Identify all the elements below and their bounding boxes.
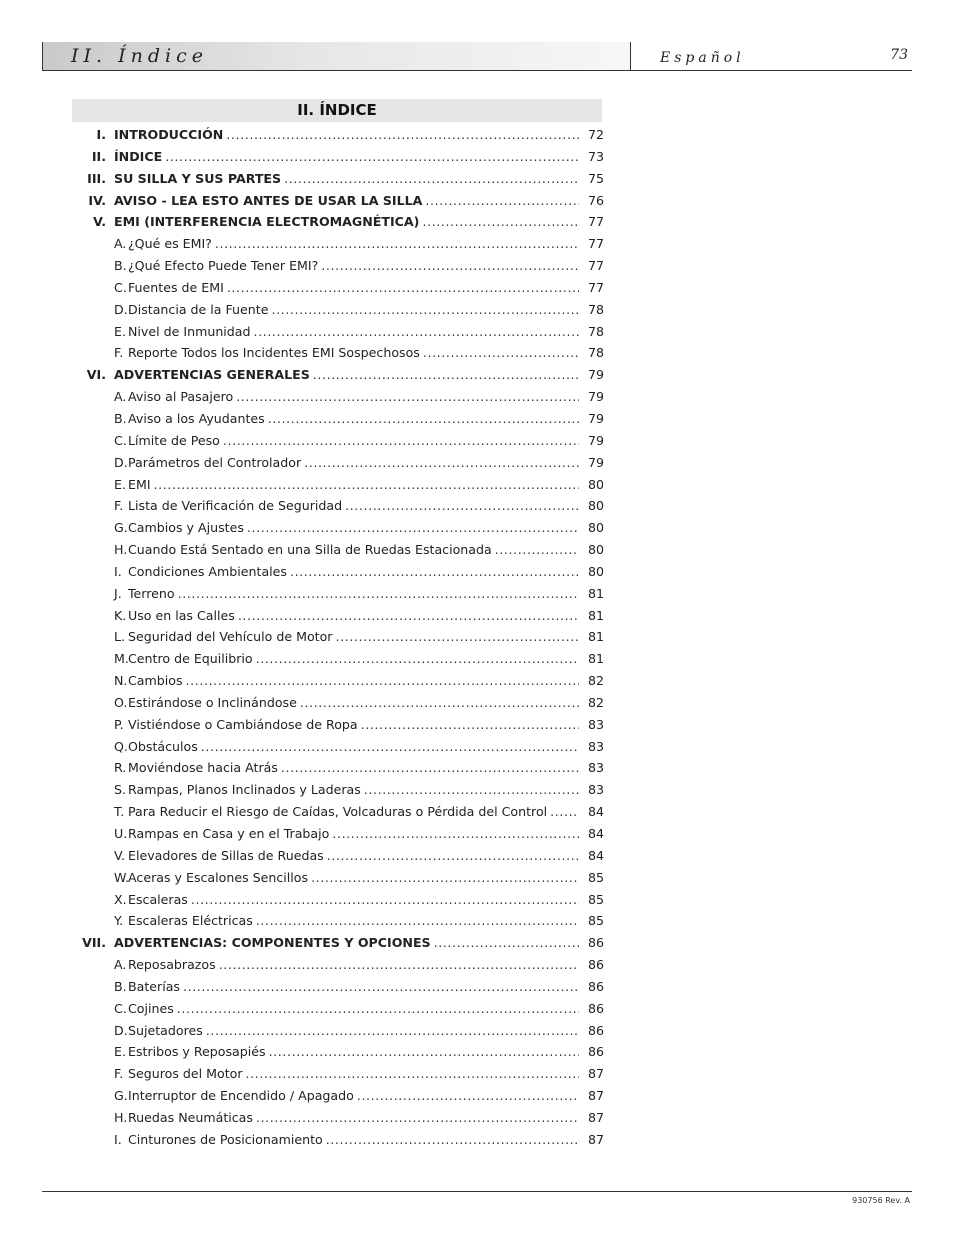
toc-entry-number: III.: [87, 170, 106, 186]
toc-entry-label: Seguridad del Vehículo de Motor: [128, 629, 333, 645]
toc-entry-number: I.: [96, 127, 106, 142]
toc-entry-letter: X.: [114, 891, 127, 907]
toc-entry-label: Seguros del Motor: [128, 1066, 243, 1082]
dot-leader: [256, 651, 579, 666]
toc-entry-label: Escaleras: [128, 891, 188, 907]
header-title: II. Índice: [71, 45, 208, 67]
dot-leader: [247, 520, 579, 535]
toc-entry-letter: Y.: [114, 913, 124, 929]
toc-entry-label: Uso en las Calles: [128, 607, 235, 623]
toc-entry-letter: B.: [114, 258, 127, 274]
toc-entry-letter: D.: [114, 454, 128, 470]
toc-entry-page: 77: [587, 214, 604, 230]
toc-entry-letter: D.: [114, 1022, 128, 1038]
toc-entry[interactable]: [72, 477, 604, 499]
header-language: Español: [660, 50, 745, 66]
dot-leader: [256, 1110, 579, 1125]
toc-entry[interactable]: [72, 1044, 604, 1066]
toc-entry-label: Cuando Está Sentado en una Silla de Ruedas Estacionada: [128, 542, 492, 558]
toc-entry[interactable]: [72, 1110, 604, 1132]
toc-entry-label: ADVERTENCIAS: COMPONENTES Y OPCIONES: [114, 935, 431, 951]
toc-entry-label: SU SILLA Y SUS PARTES: [114, 170, 282, 186]
toc-entry-letter: K.: [114, 607, 127, 623]
toc-entry-page: 83: [587, 716, 604, 732]
toc-entry-label: Parámetros del Controlador: [128, 454, 302, 470]
toc-entry-page: 84: [587, 847, 604, 863]
toc-entry-page: 86: [587, 978, 604, 994]
dot-leader: [361, 717, 579, 732]
dot-leader: [434, 935, 579, 950]
toc-entry-number: II.: [91, 148, 106, 164]
footer-rule: [42, 1191, 912, 1192]
document-code: 930756 Rev. A: [852, 1196, 910, 1205]
dot-leader: [423, 345, 579, 360]
toc-entry-letter: F.: [114, 1066, 124, 1082]
toc-entry[interactable]: [72, 739, 604, 761]
toc-entry-letter: A.: [114, 389, 127, 405]
dot-leader: [425, 193, 579, 208]
toc-entry[interactable]: [72, 782, 604, 804]
toc-entry-page: 82: [587, 673, 604, 689]
toc-entry[interactable]: [72, 433, 604, 455]
toc-entry[interactable]: [72, 760, 604, 782]
toc-entry-letter: I.: [114, 1131, 122, 1147]
toc-entry-label: Fuentes de EMI: [128, 279, 224, 295]
toc-entry-label: Moviéndose hacia Atrás: [128, 760, 278, 776]
toc-entry[interactable]: [72, 214, 604, 236]
toc-entry-page: 84: [587, 826, 604, 841]
toc-entry-label: Rampas en Casa y en el Trabajo: [128, 826, 330, 841]
toc-entry[interactable]: [72, 520, 604, 542]
dot-leader: [154, 477, 579, 492]
toc-entry-page: 78: [587, 323, 604, 339]
dot-leader: [227, 280, 579, 295]
toc-entry-page: 76: [587, 192, 604, 208]
dot-leader: [364, 782, 579, 797]
toc-entry-page: 86: [587, 1000, 604, 1016]
dot-leader: [165, 149, 579, 164]
toc-entry[interactable]: [72, 957, 604, 979]
toc-entry[interactable]: [72, 695, 604, 717]
toc-entry-page: 72: [587, 127, 604, 142]
toc-entry-page: 77: [587, 279, 604, 295]
toc-entry-page: 81: [587, 607, 604, 623]
toc-entry-page: 81: [587, 585, 604, 601]
toc-entry[interactable]: [72, 127, 604, 149]
dot-leader: [256, 913, 579, 928]
toc-entry[interactable]: [72, 367, 604, 389]
dot-leader: [254, 324, 579, 339]
dot-leader: [246, 1066, 579, 1081]
toc-entry[interactable]: [72, 564, 604, 586]
dot-leader: [550, 804, 579, 819]
toc-entry[interactable]: [72, 826, 604, 848]
toc-entry-label: EMI (INTERFERENCIA ELECTROMAGNÉTICA): [114, 214, 420, 230]
toc-entry-label: Distancia de la Fuente: [128, 301, 269, 317]
toc-entry-page: 77: [587, 236, 604, 252]
toc-entry-label: Interruptor de Encendido / Apagado: [128, 1088, 354, 1104]
dot-leader: [304, 455, 579, 470]
section-heading-bar: [72, 99, 602, 122]
header-title-bar: [42, 42, 631, 71]
toc-entry[interactable]: [72, 935, 604, 957]
toc-entry[interactable]: [72, 1088, 604, 1110]
toc-entry-letter: F.: [114, 498, 124, 514]
toc-entry-page: 73: [587, 148, 604, 164]
toc-entry-label: Reposabrazos: [128, 957, 216, 973]
toc-entry-page: 85: [587, 891, 604, 907]
toc-entry-letter: C.: [114, 1000, 127, 1016]
toc-entry-label: Lista de Verificación de Seguridad: [128, 498, 343, 514]
toc-entry-letter: S.: [114, 782, 126, 798]
dot-leader: [236, 389, 579, 404]
toc-entry[interactable]: [72, 258, 604, 280]
toc-entry-label: Terreno: [128, 585, 175, 601]
toc-entry-letter: H.: [114, 542, 128, 558]
toc-entry-label: Condiciones Ambientales: [128, 563, 287, 579]
dot-leader: [326, 1132, 579, 1147]
dot-leader: [183, 979, 579, 994]
dot-leader: [313, 367, 579, 382]
toc-entry[interactable]: [72, 345, 604, 367]
toc-entry[interactable]: [72, 892, 604, 914]
toc-entry-letter: P.: [114, 716, 124, 732]
toc-entry[interactable]: [72, 411, 604, 433]
toc-entry[interactable]: [72, 717, 604, 739]
toc-entry-page: 80: [587, 520, 604, 536]
toc-entry-page: 79: [587, 410, 604, 426]
toc-entry-letter: L.: [114, 629, 126, 645]
toc-entry[interactable]: [72, 542, 604, 564]
dot-leader: [178, 586, 579, 601]
toc-entry-page: 80: [587, 498, 604, 514]
toc-entry-label: Cinturones de Posicionamiento: [128, 1131, 323, 1147]
toc-entry-letter: W.: [114, 869, 130, 885]
dot-leader: [219, 957, 579, 972]
toc-entry-page: 87: [587, 1131, 604, 1147]
toc-entry-letter: I.: [114, 563, 122, 579]
toc-entry-page: 87: [587, 1066, 604, 1082]
dot-leader: [311, 870, 579, 885]
dot-leader: [332, 826, 579, 841]
header-rule: [631, 70, 912, 71]
toc-entry[interactable]: [72, 1132, 604, 1154]
toc-entry[interactable]: [72, 302, 604, 324]
toc-entry[interactable]: [72, 236, 604, 258]
toc-entry[interactable]: [72, 608, 604, 630]
dot-leader: [268, 411, 579, 426]
toc-entry-label: Reporte Todos los Incidentes EMI Sospechosos: [128, 345, 420, 361]
dot-leader: [226, 127, 579, 142]
toc-entry-label: Estirándose o Inclinándose: [128, 694, 297, 710]
toc-entry[interactable]: [72, 651, 604, 673]
toc-entry-label: Escaleras Eléctricas: [128, 913, 253, 929]
toc-entry-number: VII.: [82, 935, 106, 951]
toc-entry-page: 82: [587, 694, 604, 710]
toc-entry-label: Obstáculos: [128, 738, 198, 754]
toc-entry-label: Sujetadores: [128, 1022, 203, 1038]
toc-entry-letter: B.: [114, 410, 127, 426]
dot-leader: [215, 236, 579, 251]
toc-entry-label: AVISO - LEA ESTO ANTES DE USAR LA SILLA: [114, 192, 423, 208]
toc-entry-page: 80: [587, 476, 604, 492]
toc-entry[interactable]: [72, 193, 604, 215]
toc-entry[interactable]: [72, 979, 604, 1001]
toc-entry-page: 80: [587, 542, 604, 558]
dot-leader: [223, 433, 579, 448]
section-title: II. ÍNDICE: [297, 101, 377, 119]
toc-entry-number: IV.: [88, 192, 106, 208]
dot-leader: [495, 542, 579, 557]
toc-entry[interactable]: [72, 455, 604, 477]
toc-entry[interactable]: [72, 1066, 604, 1088]
dot-leader: [191, 892, 579, 907]
dot-leader: [201, 739, 579, 754]
toc-entry-label: Cambios: [128, 673, 183, 689]
dot-leader: [206, 1023, 579, 1038]
toc-entry-page: 86: [587, 1022, 604, 1038]
toc-entry[interactable]: [72, 673, 604, 695]
toc-entry-label: Límite de Peso: [128, 432, 220, 448]
toc-entry-letter: A.: [114, 236, 127, 252]
toc-entry[interactable]: [72, 324, 604, 346]
toc-entry-label: ADVERTENCIAS GENERALES: [114, 367, 310, 383]
toc-entry-letter: J.: [114, 585, 122, 601]
toc-entry-letter: Q.: [114, 738, 128, 754]
toc-entry-page: 86: [587, 957, 604, 973]
toc-entry-letter: V.: [114, 847, 125, 863]
toc-entry-label: Elevadores de Sillas de Ruedas: [128, 847, 324, 863]
toc-entry-letter: E.: [114, 1044, 126, 1060]
toc-entry[interactable]: [72, 389, 604, 411]
toc-entry-page: 83: [587, 782, 604, 798]
toc-entry-letter: O.: [114, 694, 128, 710]
toc-entry-letter: F.: [114, 345, 124, 361]
toc-entry[interactable]: [72, 586, 604, 608]
toc-entry-label: Cambios y Ajustes: [128, 520, 244, 536]
toc-entry-label: Baterías: [128, 978, 180, 994]
toc-entry-letter: G.: [114, 1088, 128, 1104]
toc-entry-label: Aviso al Pasajero: [128, 389, 234, 405]
toc-entry-letter: A.: [114, 957, 127, 973]
toc-entry-page: 87: [587, 1109, 604, 1125]
toc-entry-page: 85: [587, 913, 604, 929]
dot-leader: [327, 848, 579, 863]
toc-entry-label: Centro de Equilibrio: [128, 651, 253, 667]
header-divider: [630, 42, 631, 71]
toc-entry-page: 83: [587, 738, 604, 754]
toc-entry-letter: E.: [114, 323, 126, 339]
toc-entry-letter: U.: [114, 826, 128, 841]
table-of-contents: [72, 127, 604, 1154]
toc-entry-label: Aviso a los Ayudantes: [128, 410, 265, 426]
toc-entry-letter: D.: [114, 301, 128, 317]
toc-entry-letter: N.: [114, 673, 128, 689]
toc-entry[interactable]: [72, 1023, 604, 1045]
toc-entry-page: 78: [587, 301, 604, 317]
dot-leader: [321, 258, 579, 273]
dot-leader: [281, 760, 579, 775]
toc-entry-label: Cojines: [128, 1000, 174, 1016]
toc-entry-page: 84: [587, 804, 604, 820]
toc-entry[interactable]: [72, 913, 604, 935]
toc-entry-label: ÍNDICE: [114, 148, 163, 164]
toc-entry-letter: T.: [114, 804, 125, 820]
toc-entry-page: 78: [587, 345, 604, 361]
toc-entry[interactable]: [72, 149, 604, 171]
dot-leader: [300, 695, 579, 710]
dot-leader: [177, 1001, 579, 1016]
toc-entry[interactable]: [72, 1001, 604, 1023]
toc-entry-label: Vistiéndose o Cambiándose de Ropa: [128, 716, 358, 732]
toc-entry-page: 81: [587, 629, 604, 645]
dot-leader: [335, 629, 579, 644]
toc-entry-page: 85: [587, 869, 604, 885]
toc-entry-label: EMI: [128, 476, 151, 492]
toc-entry-label: INTRODUCCIÓN: [114, 127, 224, 142]
toc-entry-letter: E.: [114, 476, 126, 492]
toc-entry[interactable]: [72, 804, 604, 826]
toc-entry-page: 79: [587, 432, 604, 448]
toc-entry-letter: M.: [114, 651, 129, 667]
toc-entry-label: Para Reducir el Riesgo de Caídas, Volcaduras o Pérdida del Control: [128, 804, 548, 820]
toc-entry[interactable]: [72, 171, 604, 193]
toc-entry-page: 83: [587, 760, 604, 776]
toc-entry-letter: G.: [114, 520, 128, 536]
dot-leader: [269, 1044, 579, 1059]
toc-entry-page: 87: [587, 1088, 604, 1104]
toc-entry-label: ¿Qué es EMI?: [128, 236, 212, 252]
toc-entry-letter: C.: [114, 432, 127, 448]
dot-leader: [422, 214, 579, 229]
toc-entry-page: 81: [587, 651, 604, 667]
toc-entry-page: 86: [587, 935, 604, 951]
toc-entry-letter: R.: [114, 760, 127, 776]
toc-entry-page: 77: [587, 258, 604, 274]
toc-entry-label: Nivel de Inmunidad: [128, 323, 251, 339]
dot-leader: [357, 1088, 579, 1103]
dot-leader: [290, 564, 579, 579]
toc-entry-label: ¿Qué Efecto Puede Tener EMI?: [128, 258, 319, 274]
toc-entry-page: 86: [587, 1044, 604, 1060]
toc-entry[interactable]: [72, 870, 604, 892]
toc-entry-page: 80: [587, 563, 604, 579]
toc-entry[interactable]: [72, 848, 604, 870]
toc-entry-number: VI.: [86, 367, 106, 383]
dot-leader: [271, 302, 579, 317]
toc-entry[interactable]: [72, 629, 604, 651]
dot-leader: [345, 498, 579, 513]
toc-entry-number: V.: [93, 214, 106, 230]
toc-entry-letter: C.: [114, 279, 127, 295]
toc-entry-page: 79: [587, 454, 604, 470]
toc-entry-page: 75: [587, 170, 604, 186]
toc-entry-page: 79: [587, 389, 604, 405]
toc-entry[interactable]: [72, 498, 604, 520]
toc-entry-letter: B.: [114, 978, 127, 994]
toc-entry-label: Ruedas Neumáticas: [128, 1109, 253, 1125]
dot-leader: [186, 673, 579, 688]
page-number: 73: [890, 47, 908, 63]
toc-entry-label: Rampas, Planos Inclinados y Laderas: [128, 782, 361, 798]
toc-entry-label: Estribos y Reposapiés: [128, 1044, 266, 1060]
toc-entry-letter: H.: [114, 1109, 128, 1125]
toc-entry-label: Aceras y Escalones Sencillos: [128, 869, 309, 885]
toc-entry-page: 79: [587, 367, 604, 383]
dot-leader: [238, 608, 579, 623]
toc-entry[interactable]: [72, 280, 604, 302]
dot-leader: [284, 171, 579, 186]
